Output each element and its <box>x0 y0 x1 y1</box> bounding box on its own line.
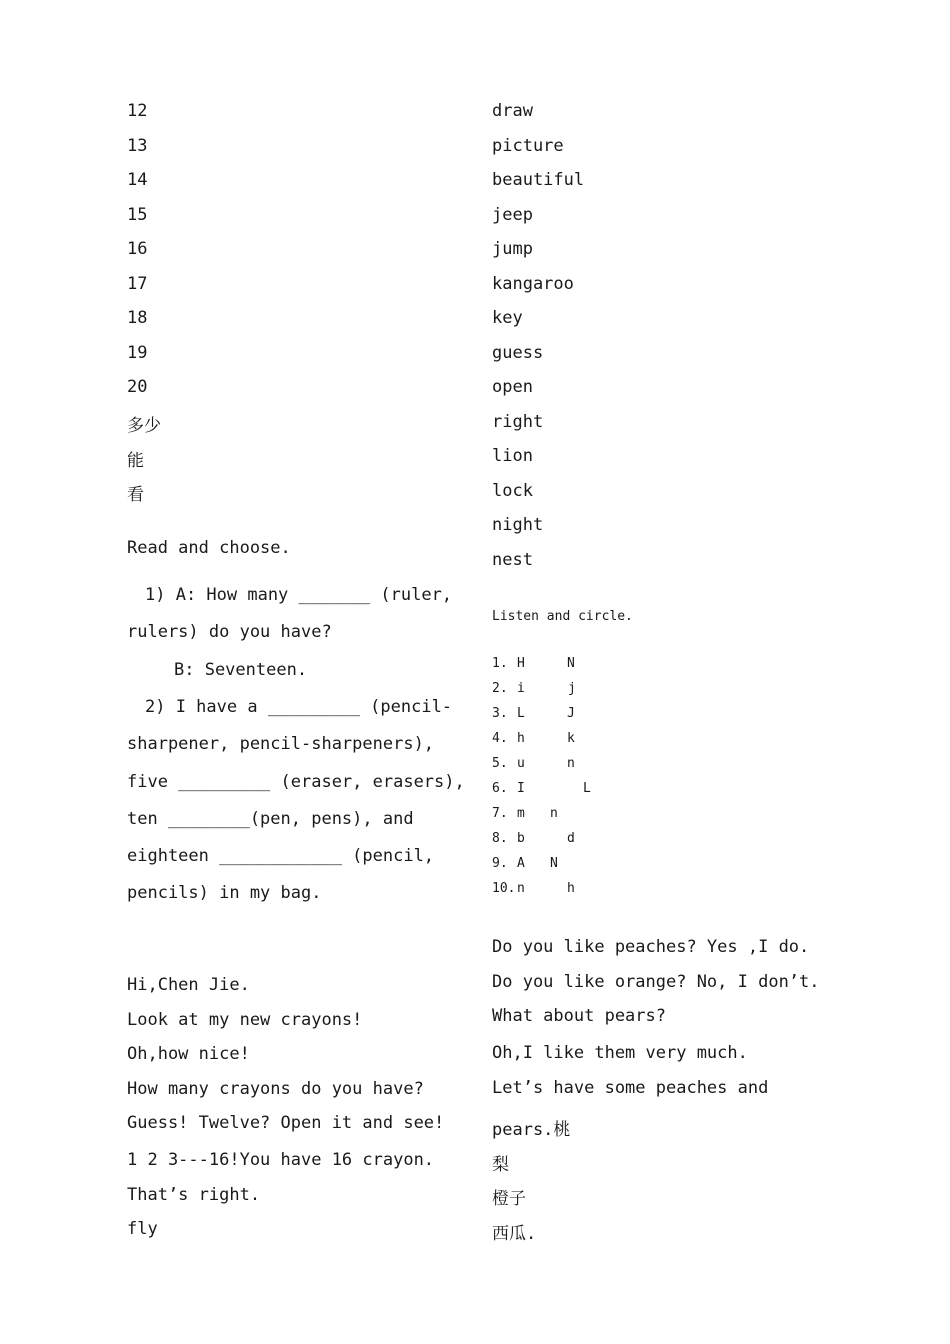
circle-option[interactable]: L <box>583 781 591 796</box>
circle-option[interactable]: j <box>568 681 576 696</box>
exercise-line: sharpener, pencil-sharpeners), <box>127 734 435 754</box>
listen-circle-heading: Listen and circle. <box>492 609 633 624</box>
word-item: jump <box>492 239 533 259</box>
circle-option[interactable]: h <box>517 731 525 746</box>
word-item: draw <box>492 101 533 121</box>
exercise-line: B: Seventeen. <box>174 660 308 680</box>
circle-item-number: 7. <box>492 806 508 821</box>
exercise-line: ten ________(pen, pens), and <box>127 809 414 829</box>
exercise-line: rulers) do you have? <box>127 622 332 642</box>
word-item: 多少 <box>127 416 161 436</box>
dialogue-line: Oh,how nice! <box>127 1044 250 1064</box>
word-item: 13 <box>127 136 148 156</box>
dialogue-line: Do you like orange? No, I don’t. <box>492 972 820 992</box>
circle-item-number: 6. <box>492 781 508 796</box>
word-item: nest <box>492 550 533 570</box>
circle-option[interactable]: i <box>517 681 525 696</box>
word-item: 看 <box>127 485 144 505</box>
circle-option[interactable]: d <box>567 831 575 846</box>
dialogue-line: Let’s have some peaches and <box>492 1078 769 1098</box>
circle-item-number: 9. <box>492 856 508 871</box>
circle-item-number: 5. <box>492 756 508 771</box>
dialogue-line: Do you like peaches? Yes ,I do. <box>492 937 810 957</box>
circle-item-number: 4. <box>492 731 508 746</box>
exercise-line: pencils) in my bag. <box>127 883 322 903</box>
circle-option[interactable]: N <box>567 656 575 671</box>
dialogue-line: 橙子 <box>492 1189 526 1209</box>
dialogue-line: That’s right. <box>127 1185 261 1205</box>
word-item: 12 <box>127 101 148 121</box>
word-item: open <box>492 377 533 397</box>
read-choose-heading: Read and choose. <box>127 538 291 558</box>
dialogue-line: 西瓜. <box>492 1224 537 1244</box>
circle-option[interactable]: N <box>550 856 558 871</box>
word-item: 14 <box>127 170 148 190</box>
circle-option[interactable]: m <box>517 806 525 821</box>
word-item: lion <box>492 446 533 466</box>
word-item: 18 <box>127 308 148 328</box>
dialogue-line: Look at my new crayons! <box>127 1010 363 1030</box>
dialogue-line: How many crayons do you have? <box>127 1079 424 1099</box>
circle-option[interactable]: n <box>517 881 525 896</box>
circle-option[interactable]: n <box>550 806 558 821</box>
word-item: guess <box>492 343 544 363</box>
circle-option[interactable]: b <box>517 831 525 846</box>
circle-option[interactable]: L <box>517 706 525 721</box>
circle-item-number: 3. <box>492 706 508 721</box>
dialogue-line: 1 2 3---16!You have 16 crayon. <box>127 1150 435 1170</box>
circle-option[interactable]: n <box>567 756 575 771</box>
word-item: key <box>492 308 523 328</box>
dialogue-line: What about pears? <box>492 1006 666 1026</box>
word-item: 19 <box>127 343 148 363</box>
circle-option[interactable]: u <box>517 756 525 771</box>
word-item: jeep <box>492 205 533 225</box>
circle-option[interactable]: I <box>517 781 525 796</box>
exercise-line: 1) A: How many _______ (ruler, <box>145 585 453 605</box>
circle-option[interactable]: H <box>517 656 525 671</box>
exercise-line: five _________ (eraser, erasers), <box>127 772 465 792</box>
word-item: 20 <box>127 377 148 397</box>
word-item: kangaroo <box>492 274 574 294</box>
circle-option[interactable]: A <box>517 856 525 871</box>
dialogue-line: 梨 <box>492 1155 509 1175</box>
circle-item-number: 8. <box>492 831 508 846</box>
dialogue-line: Guess! Twelve? Open it and see! <box>127 1113 445 1133</box>
dialogue-line: Oh,I like them very much. <box>492 1043 748 1063</box>
circle-item-number: 10. <box>492 881 516 896</box>
word-item: lock <box>492 481 533 501</box>
word-item: right <box>492 412 544 432</box>
dialogue-line: fly <box>127 1219 158 1239</box>
word-item: beautiful <box>492 170 585 190</box>
circle-option[interactable]: h <box>567 881 575 896</box>
word-item: night <box>492 515 544 535</box>
word-item: 15 <box>127 205 148 225</box>
word-item: picture <box>492 136 564 156</box>
word-item: 16 <box>127 239 148 259</box>
word-item: 能 <box>127 451 144 471</box>
circle-item-number: 2. <box>492 681 508 696</box>
word-item: 17 <box>127 274 148 294</box>
circle-option[interactable]: J <box>567 706 575 721</box>
exercise-line: eighteen ____________ (pencil, <box>127 846 435 866</box>
circle-item-number: 1. <box>492 656 508 671</box>
dialogue-line: Hi,Chen Jie. <box>127 975 250 995</box>
exercise-line: 2) I have a _________ (pencil- <box>145 697 453 717</box>
dialogue-line: pears.桃 <box>492 1120 571 1140</box>
circle-option[interactable]: k <box>567 731 575 746</box>
